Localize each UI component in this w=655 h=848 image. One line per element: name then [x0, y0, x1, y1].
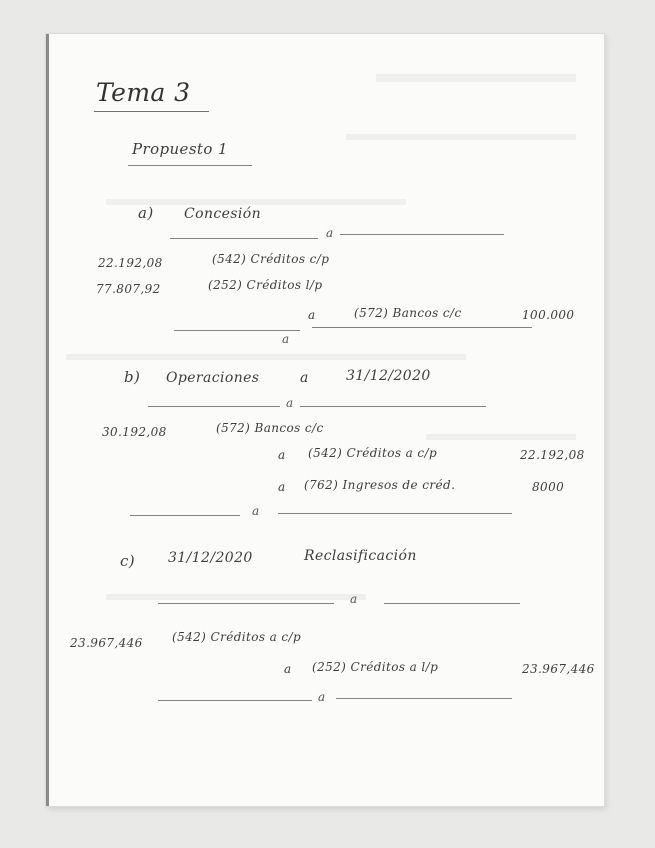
entry-b2-account: (542) Créditos a c/p	[308, 446, 438, 460]
entry-a3-prep: a	[308, 308, 316, 322]
bleed-through-mark	[106, 594, 366, 600]
entry-b3-account: (762) Ingresos de créd.	[304, 478, 456, 492]
journal-separator-line	[170, 238, 318, 239]
entry-b3-prep: a	[278, 480, 286, 494]
entry-b1-account: (572) Bancos c/c	[216, 421, 324, 435]
section-a-label: Concesión	[184, 206, 261, 222]
entry-c1-amount: 23.967,446	[70, 636, 143, 650]
entry-b2-amount: 22.192,08	[520, 448, 585, 462]
bleed-through-mark	[66, 354, 466, 360]
section-b-letter: b)	[124, 368, 141, 386]
journal-separator-mark: a	[326, 226, 334, 240]
section-b-prep: a	[300, 370, 309, 386]
journal-separator-line	[158, 603, 334, 604]
section-b-date: 31/12/2020	[346, 368, 431, 384]
entry-a3-amount: 100.000	[522, 308, 575, 322]
page-title: Tema 3	[96, 78, 191, 107]
journal-separator-line	[174, 330, 300, 331]
entry-c2-account: (252) Créditos a l/p	[312, 660, 439, 674]
entry-a3-account: (572) Bancos c/c	[354, 306, 462, 320]
entry-a2-account: (252) Créditos l/p	[208, 278, 323, 292]
journal-separator-line	[340, 234, 504, 235]
entry-a1-amount: 22.192,08	[98, 256, 163, 270]
entry-c1-account: (542) Créditos a c/p	[172, 630, 302, 644]
subtitle-underline	[128, 165, 252, 166]
entry-c2-prep: a	[284, 662, 292, 676]
journal-separator-line	[300, 406, 486, 407]
journal-separator-line	[278, 513, 512, 514]
entry-c2-amount: 23.967,446	[522, 662, 595, 676]
journal-separator-line	[130, 515, 240, 516]
journal-separator-mark: a	[286, 396, 294, 410]
journal-separator-line	[148, 406, 280, 407]
entry-b3-amount: 8000	[532, 480, 565, 494]
title-underline	[94, 111, 209, 112]
page-edge-shadow	[46, 34, 49, 806]
notebook-page	[46, 34, 604, 806]
journal-separator-line	[384, 603, 520, 604]
journal-separator-line	[158, 700, 312, 701]
bleed-through-mark	[376, 74, 576, 82]
bleed-through-mark	[346, 134, 576, 140]
section-b-label: Operaciones	[166, 370, 260, 386]
section-c-letter: c)	[120, 552, 136, 570]
entry-a2-amount: 77.807,92	[96, 282, 161, 296]
journal-separator-mark: a	[282, 332, 290, 346]
journal-separator-mark: a	[318, 690, 326, 704]
entry-a1-account: (542) Créditos c/p	[212, 252, 330, 266]
bleed-through-mark	[426, 434, 576, 440]
entry-b2-prep: a	[278, 448, 286, 462]
section-a-letter: a)	[138, 204, 154, 222]
journal-separator-mark: a	[350, 592, 358, 606]
subtitle: Propuesto 1	[132, 140, 228, 158]
journal-separator-line	[336, 698, 512, 699]
section-c-date: 31/12/2020	[168, 550, 253, 566]
section-c-label: Reclasificación	[304, 548, 417, 564]
journal-separator-mark: a	[252, 504, 260, 518]
entry-b1-amount: 30.192,08	[102, 425, 167, 439]
journal-separator-line	[312, 327, 532, 328]
